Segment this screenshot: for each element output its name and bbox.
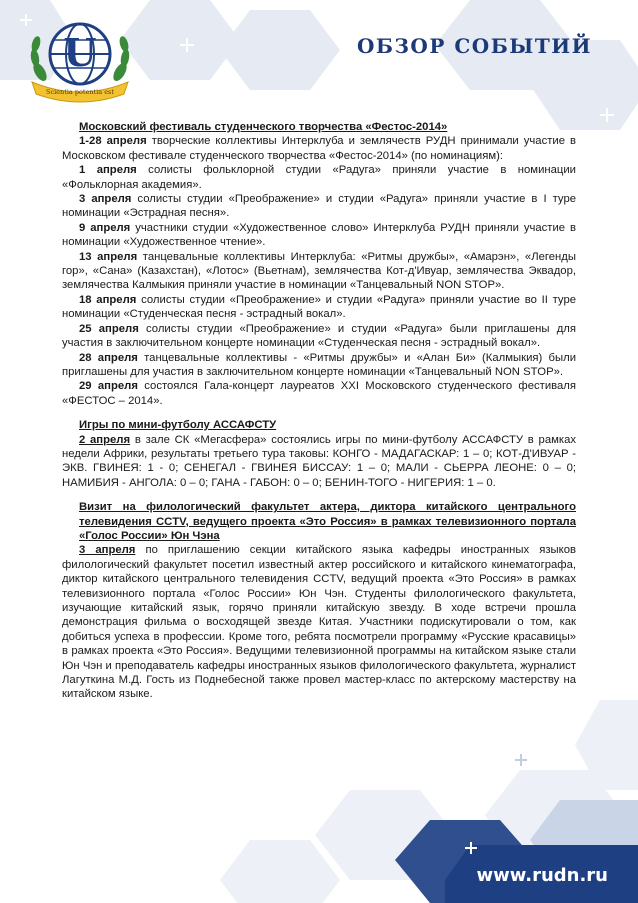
date-label: 9 апреля — [79, 221, 131, 234]
paragraph-text: солисты студии «Преображение» и студии «Радуга» приняли участие во II туре номинации «Студенческая песня - эстрадный вокал». — [62, 293, 577, 321]
paragraph — [62, 221, 576, 250]
logo-motto: Scientia potentia est — [46, 88, 114, 96]
paragraph — [62, 379, 576, 408]
date-label: 3 апреля — [79, 193, 132, 206]
date-label: 29 апреля — [79, 380, 138, 393]
date-label: 28 апреля — [79, 351, 138, 364]
website-link[interactable]: www.rudn.ru — [476, 865, 608, 886]
paragraph — [62, 322, 576, 351]
article-body — [62, 120, 576, 702]
paragraph — [62, 163, 576, 192]
paragraph-text: по приглашению секции китайского языка кафедры иностранных языков филологический факультет посетил известный актер российского и китайского кинематографа, диктор китайского центрального телевидения CCTV, ведущий проекта «Это Россия» в рамках телевизионного портала «Голос России» Юн Чэн. Студенты филологического факультета, изучающие китайский язык, горячо приняли китайскую звезду. В ходе встречи прошла демонстрация фильма о восходящей звезде Китая. Участники подискутировали о том, как добиться успеха в профессии. Кроме того, ребята посмотрели программу «Русские красавицы» в рамках проекта «Это Россия». Ведущими телевизионной программы на китайском языке стали Юн Чэн и преподаватель кафедры иностранных языков филологического факультета, журналист Лагуткина М.Д. Гость из Поднебесной также провел мастер-класс по актерскому мастерству на китайском языке. — [62, 544, 576, 701]
paragraph-text: в зале СК «Мегасфера» состоялись игры по мини-футболу АССАФСТУ в рамках недели Африки, результаты третьего тура таковы: КОНГО - МАДАГАСКАР: 1 – 0; КОТ-Д'ИВУАР - ЭКВ. ГВИНЕЯ: 1 - 0; СЕНЕГАЛ - ГВИНЕЯ БИССАУ: 1 – 0; МАЛИ - СЬЕРРА ЛЕОНЕ: 0 – 0; НАМИБИЯ - АНГОЛА: 0 – 0; ГАНА - ГАБОН: 0 – 0; БЕНИН-ТОГО - НИГЕРИЯ: 1 – 0. — [62, 433, 576, 489]
date-label: 25 апреля — [79, 322, 139, 335]
paragraph-text: творческие коллективы Интерклуба и землячеств РУДН принимали участие в Московском фестивале студенческого творчества «Фестос-2014» (по номинациям): — [62, 135, 576, 162]
paragraph — [62, 250, 576, 293]
paragraph-text: участники студии «Художественное слово» Интерклуба РУДН приняли участие в номинации «Художественное чтение». — [62, 221, 576, 249]
paragraph-text: танцевальные коллективы - «Ритмы дружбы» и «Алан Би» (Калмыкия) были приглашены для участия в заключительном концерте номинации «Танцевальный NON STOP». — [62, 351, 577, 378]
page-header — [0, 0, 638, 115]
logo-letter: U — [63, 30, 97, 75]
paragraph — [62, 134, 576, 163]
page-title: ОБЗОР СОБЫТИЙ — [357, 34, 592, 58]
paragraph-text: солисты студии «Преображение» и студии «Радуга» были приглашены для участия в заключительном концерте номинации «Студенческая песня - эстрадный вокал». — [62, 322, 577, 350]
paragraph-text: танцевальные коллективы Интерклуба: «Ритмы дружбы», «Амарэн», «Легенды гор», «Сана» (Казахстан), «Лотос» (Вьетнам), землячества Кот-д'Ивуар, землячества Эквадор, землячества Калмыкия приняли участие в номинации «Танцевальный NON STOP». — [62, 250, 577, 292]
paragraph — [62, 543, 576, 701]
paragraph — [62, 192, 576, 221]
paragraph-text: состоялся Гала-концерт лауреатов XXI Московского студенческого фестиваля «ФЕСТОС – 2014». — [62, 380, 577, 407]
paragraph-text: солисты фольклорной студии «Радуга» приняли участие в номинации «Фольклорная академия». — [62, 164, 576, 191]
paragraph-text: солисты студии «Преображение» и студии «Радуга» приняли участие в I туре номинации «Эстрадная песня». — [62, 193, 577, 220]
date-label: 1-28 апреля — [79, 135, 147, 148]
date-label: 18 апреля — [79, 293, 137, 306]
paragraph — [62, 293, 576, 322]
date-label: 13 апреля — [79, 250, 138, 263]
university-logo — [26, 10, 134, 106]
date-label: 1 апреля — [79, 164, 137, 177]
paragraph — [62, 433, 576, 491]
date-label: 3 апреля — [79, 544, 136, 557]
paragraph — [62, 351, 576, 380]
date-label: 2 апреля — [79, 433, 131, 446]
section-heading-festos: Московский фестиваль студенческого творчества «Фестос-2014» — [79, 121, 448, 133]
section-heading-football: Игры по мини-футболу АССАФСТУ — [79, 419, 277, 432]
section-heading-visit: Визит на филологический факультет актера, диктора китайского центрального телевидения CCTV, ведущего проекта «Это Россия» в рамках телевизионного портала «Голос России» Юн Чэна — [79, 501, 576, 542]
